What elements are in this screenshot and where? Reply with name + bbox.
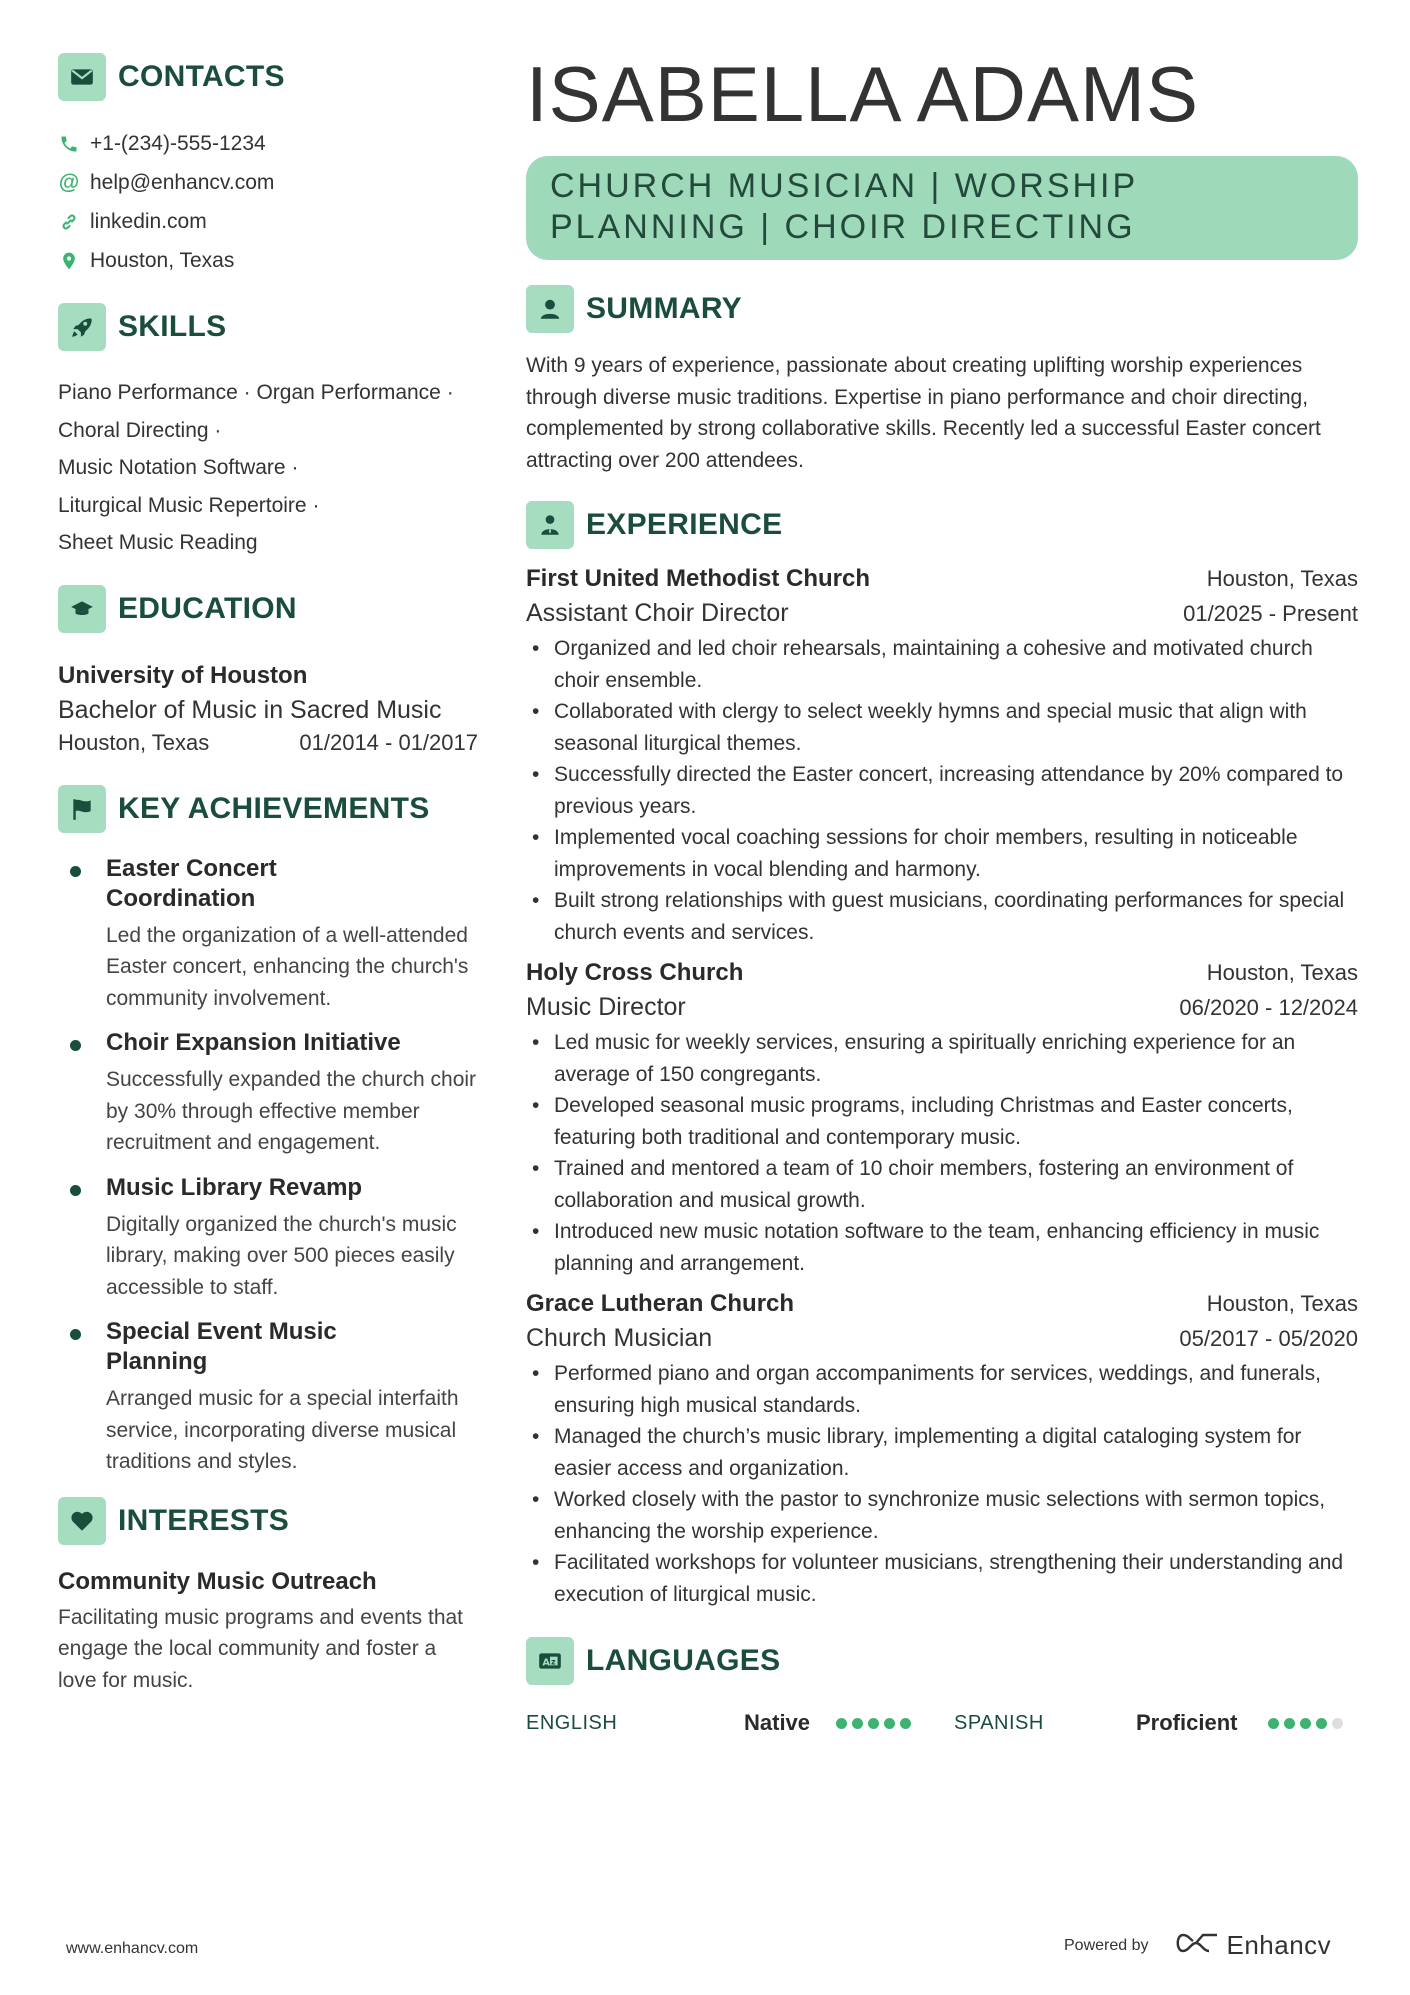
job-bullet: • Worked closely with the pastor to synchronize music selections with sermon topics, enhancing the worship experience. [526, 1484, 1358, 1547]
left-column [58, 52, 478, 1696]
job-bullet: • Facilitated workshops for volunteer musicians, strengthening their understanding and execution of liturgical music. [526, 1547, 1358, 1610]
rating-dot [1268, 1718, 1279, 1729]
link-icon [58, 211, 80, 233]
language-name: SPANISH [954, 1711, 1044, 1734]
job-bullet: • Organized and led choir rehearsals, maintaining a cohesive and motivated church choir ensemble. [526, 633, 1358, 696]
skill-item: Organ Performance [256, 381, 441, 404]
job-location: Houston, Texas [1206, 1291, 1358, 1316]
language-name: ENGLISH [526, 1711, 618, 1734]
achievement-item [58, 1028, 478, 1159]
job-bullet: • Led music for weekly services, ensuring a spiritually enriching experience for an average of 150 congregants. [526, 1027, 1358, 1090]
skills-list: Piano Performance · Organ Performance · Choral Directing · Music Notation Software · Liturgical Music Repertoire · Sheet Music Reading [58, 381, 454, 554]
footer-website[interactable]: www.enhancv.com [66, 1940, 199, 1957]
skill-item: Music Notation Software [58, 456, 286, 479]
job-title-banner [526, 156, 1358, 260]
link-text: linkedin.com [90, 209, 207, 233]
languages-row [526, 1708, 1358, 1738]
contact-location [58, 241, 478, 280]
language-rating [836, 1718, 954, 1729]
education-entry [58, 660, 478, 758]
footer-branding [1064, 1930, 1331, 1961]
map-pin-icon [58, 250, 80, 272]
skills-heading: SKILLS [118, 310, 227, 343]
summary-text: With 9 years of experience, passionate about creating uplifting worship experiences through diverse music traditions. Expertise in piano performance and choir directing, complemented by strong collaborative skills. Recently led a successful Easter concert attracting over 200 attendees. [526, 354, 1321, 472]
summary-section-header [526, 284, 1358, 334]
achievement-item [58, 1173, 478, 1304]
brand-name: Enhancv [1226, 1930, 1332, 1960]
achievement-desc: Successfully expanded the church choir by 30% through effective member recruitment and engagement. [106, 1068, 477, 1154]
job-location: Houston, Texas [1206, 566, 1358, 591]
bullet-dot [70, 866, 81, 877]
job-bullet: • Introduced new music notation software to the team, enhancing efficiency in music planning and arrangement. [526, 1216, 1358, 1279]
language-rating [1268, 1718, 1343, 1729]
translate-icon [526, 1637, 574, 1685]
job-dates: 06/2020 - 12/2024 [1179, 995, 1358, 1020]
education-location: Houston, Texas [58, 729, 210, 755]
job-bullet: • Collaborated with clergy to select weekly hymns and special music that align with seasonal liturgical themes. [526, 696, 1358, 759]
bullet-dot [70, 1329, 81, 1340]
job-title-line: PLANNING | CHOIR DIRECTING [550, 208, 1136, 246]
phone-text: +1-(234)-555-1234 [90, 131, 266, 155]
interests-heading: INTERESTS [118, 1503, 290, 1537]
rating-dot [836, 1718, 847, 1729]
contact-email[interactable] [58, 163, 478, 202]
achievement-title: Choir Expansion Initiative [106, 1029, 401, 1056]
rating-dot [900, 1718, 911, 1729]
languages-heading: LANGUAGES [586, 1644, 781, 1677]
rating-dot [1332, 1718, 1343, 1729]
skill-item: Choral Directing [58, 418, 209, 442]
contacts-heading: CONTACTS [118, 60, 285, 93]
experience-entry [526, 956, 1358, 1279]
envelope-icon [58, 53, 106, 101]
phone-icon [58, 133, 80, 155]
job-company: Grace Lutheran Church [526, 1290, 795, 1317]
achievement-desc: Arranged music for a special interfaith service, incorporating diverse musical traditions and styles. [106, 1387, 459, 1473]
contacts-section-header [58, 52, 478, 102]
interests-section-header [58, 1496, 478, 1546]
achievement-desc: Digitally organized the church's music library, making over 500 pieces easily accessible to staff. [106, 1212, 457, 1299]
job-bullet: • Trained and mentored a team of 10 choir members, fostering an environment of collaboration and musical growth. [526, 1153, 1358, 1216]
bullet-dot [70, 1040, 81, 1051]
experience-section-header [526, 500, 1358, 550]
interest-title: Community Music Outreach [58, 1567, 377, 1595]
job-dates: 05/2017 - 05/2020 [1179, 1326, 1358, 1351]
job-dates: 01/2025 - Present [1183, 601, 1358, 626]
language-level: Native [744, 1710, 811, 1735]
rating-dot [852, 1718, 863, 1729]
rocket-icon [58, 303, 106, 351]
job-bullet: • Managed the church’s music library, implementing a digital cataloging system for easier access and organization. [526, 1421, 1358, 1484]
job-company: First United Methodist Church [526, 565, 870, 592]
education-degree: Bachelor of Music in Sacred Music [58, 695, 442, 724]
languages-section-header [526, 1636, 1358, 1686]
education-heading: EDUCATION [118, 591, 297, 625]
achievement-title: Easter Concert Coordination [106, 854, 277, 912]
education-dates: 01/2014 - 01/2017 [299, 729, 478, 755]
education-school: University of Houston [58, 661, 308, 689]
achievements-section-header [58, 784, 478, 834]
achievements-heading: KEY ACHIEVEMENTS [118, 791, 430, 825]
briefcase-user-icon [526, 501, 574, 549]
skill-item: Piano Performance [58, 381, 238, 404]
job-bullets [526, 633, 1358, 948]
job-role: Music Director [526, 993, 686, 1021]
achievement-title: Special Event Music Planning [106, 1318, 337, 1375]
job-bullet: • Built strong relationships with guest musicians, coordinating performances for special church events and services. [526, 885, 1358, 948]
rating-dot [1300, 1718, 1311, 1729]
job-bullet: • Successfully directed the Easter concert, increasing attendance by 20% compared to previous years. [526, 759, 1358, 822]
experience-heading: EXPERIENCE [586, 508, 783, 541]
job-bullets [526, 1358, 1358, 1610]
svg-text:A: A [542, 1657, 550, 1669]
contact-link[interactable] [58, 202, 478, 241]
location-text: Houston, Texas [90, 248, 235, 272]
experience-entry [526, 1287, 1358, 1610]
job-location: Houston, Texas [1206, 960, 1358, 985]
heart-icon [58, 1497, 106, 1545]
bullet-dot [70, 1185, 81, 1196]
language-level: Proficient [1136, 1710, 1238, 1735]
job-bullets [526, 1027, 1358, 1279]
education-section-header [58, 584, 478, 634]
interest-desc: Facilitating music programs and events that engage the local community and foster a love for music. [58, 1605, 464, 1692]
experience-entry [526, 562, 1358, 948]
job-role: Assistant Choir Director [526, 599, 789, 627]
rating-dot [1316, 1718, 1327, 1729]
achievements-list [58, 854, 478, 1478]
job-role: Church Musician [526, 1324, 713, 1352]
enhancv-logo-icon [1173, 1930, 1219, 1961]
skills-section-header [58, 302, 478, 352]
job-company: Holy Cross Church [526, 959, 744, 986]
achievement-desc: Led the organization of a well-attended Easter concert, enhancing the church's community involvement. [106, 923, 469, 1010]
right-column [526, 52, 1358, 1738]
powered-by-label: Powered by [1064, 1936, 1149, 1954]
candidate-name: ISABELLA ADAMS [526, 50, 1200, 138]
skill-item: Sheet Music Reading [58, 531, 258, 554]
job-bullet: • Performed piano and organ accompaniments for services, weddings, and funerals, ensuring high musical standards. [526, 1358, 1358, 1421]
flag-icon [58, 785, 106, 833]
achievement-title: Music Library Revamp [106, 1173, 363, 1201]
svg-text:z: z [551, 1657, 556, 1667]
at-sign-icon: @ [58, 170, 80, 194]
rating-dot [884, 1718, 895, 1729]
rating-dot [868, 1718, 879, 1729]
achievement-item [58, 854, 478, 1015]
rating-dot [1284, 1718, 1295, 1729]
job-bullet: • Developed seasonal music programs, including Christmas and Easter concerts, featuring both traditional and contemporary music. [526, 1090, 1358, 1153]
graduation-cap-icon [58, 585, 106, 633]
email-text: help@enhancv.com [90, 170, 275, 194]
skill-item: Liturgical Music Repertoire [58, 493, 307, 517]
job-title-line: CHURCH MUSICIAN | WORSHIP [550, 167, 1139, 205]
job-bullet: • Implemented vocal coaching sessions for choir members, resulting in noticeable improvements in vocal blending and harmony. [526, 822, 1358, 885]
contact-phone[interactable] [58, 124, 478, 163]
contact-list [58, 124, 478, 280]
education-meta [58, 728, 478, 758]
user-icon [526, 285, 574, 333]
summary-heading: SUMMARY [586, 292, 742, 325]
achievement-item [58, 1317, 478, 1478]
